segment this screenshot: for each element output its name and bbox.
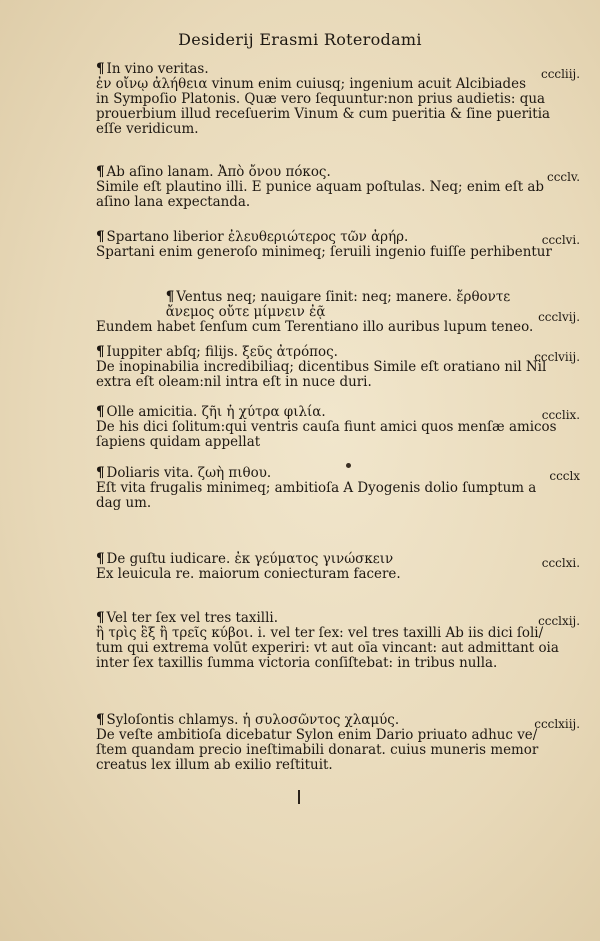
body-line: inter ſex taxillis ſumma victoria conſiſtebat: in tribus nulla. xyxy=(96,655,498,671)
pilcrow-icon: ¶ xyxy=(96,61,105,77)
page-mark xyxy=(298,790,300,804)
pilcrow-icon: ¶ xyxy=(165,289,175,305)
body-text: Simile eſt plautino illi. E punice aquam poſtulas. Neq; enim eſt ab xyxy=(96,179,544,195)
adage-heading xyxy=(96,345,588,360)
body-text: De inopinabilia incredibiliaq; dicentibus Simile eſt oratiano nil Nil xyxy=(96,359,547,375)
adage-entry xyxy=(96,230,590,260)
adage-entry xyxy=(96,611,590,671)
adage-number: ccclvij. xyxy=(538,310,581,324)
adage-title: Syloſontis chlamys. ἡ συλοσῶντος χλαμύς. xyxy=(106,712,400,728)
adage-title: Ab aſino lanam. Ἀπὸ ὄνου πόκος. xyxy=(106,164,331,180)
adage-title: In vino veritas. xyxy=(106,61,209,77)
running-head: Desiderij Erasmi Roterodami xyxy=(178,30,422,49)
adage-entry xyxy=(96,165,590,210)
adage-title: De guſtu iudicare. ἐκ γεύματος γινώσκειν xyxy=(106,551,394,567)
adage-title: Spartano liberior ἐλευθεριώτερος τῶν ἀρήρ. xyxy=(106,229,409,245)
adage-entry xyxy=(96,290,590,335)
body-text: ἐν οἴνῳ ἀλήθεια vinum enim cuiusq; ingenium acuit Alcibiades xyxy=(96,76,527,92)
body-line: tum qui extrema volūt experiri: vt aut oīa vincant: aut admittant oia xyxy=(96,640,559,656)
adage-title: Ventus neq; nauigare ſinit: neq; manere. ἔρθοντε xyxy=(176,289,511,305)
pilcrow-icon: ¶ xyxy=(96,712,105,728)
ink-spot xyxy=(346,463,351,468)
body-line: extra eſt oleam:nil intra eſt in nuce duri. xyxy=(96,374,372,390)
body-text: Eundem habet ſenſum cum Terentiano illo auribus lupum teneo. xyxy=(96,319,534,335)
pilcrow-icon: ¶ xyxy=(96,465,105,481)
body-line: ſapiens quidam appellat xyxy=(96,434,261,450)
adage-number: ccclxij. xyxy=(538,614,581,628)
adage-number: ccclvi. xyxy=(541,233,581,247)
adage-entry xyxy=(96,62,590,137)
adage-heading xyxy=(96,405,588,420)
body-line: prouerbium illud receſuerim Vinum & cum pueritia & ſine pueritia xyxy=(96,106,551,122)
adage-entry xyxy=(96,345,590,390)
body-text: Spartani enim generoſo minimeq; ſeruili ingenio fuiſſe perhibentur xyxy=(96,244,552,260)
adage-heading xyxy=(96,230,588,245)
adage-entry xyxy=(96,466,590,511)
adage-title: Iuppiter abſq; filijs. ξεῦς ἀτρόπος. xyxy=(106,344,338,360)
adage-heading xyxy=(96,62,588,77)
adage-heading xyxy=(96,551,588,570)
adage-heading xyxy=(96,611,588,626)
pilcrow-icon: ¶ xyxy=(96,164,105,180)
adage-entry xyxy=(96,552,590,582)
adage-number: ccclix. xyxy=(541,408,581,422)
body-line: in Sympoſio Platonis. Quæ vero ſequuntur:non prius audietis: qua xyxy=(96,91,545,107)
body-line: Ex leuicula re. maiorum coniecturam facere. xyxy=(96,566,401,582)
adage-heading xyxy=(96,290,588,305)
body-line: creatus lex illum ab exilio reſtituit. xyxy=(96,757,333,773)
adage-heading xyxy=(96,712,588,731)
body-text: De his dici ſolitum:qui ventris cauſa fiunt amici quos menſæ amicos xyxy=(96,419,557,435)
body-line: dag um. xyxy=(96,495,152,511)
adage-number: ccclviij. xyxy=(534,350,581,364)
adage-title: Vel ter ſex vel tres taxilli. xyxy=(106,610,278,626)
body-text: Eſt vita frugalis minimeq; ambitioſa A Dyogenis dolio ſumptum a xyxy=(96,480,537,496)
body-line: De veſte ambitioſa dicebatur Sylon enim Dario priuato adhuc ve/ xyxy=(96,727,538,743)
body-line: aſino lana expectanda. xyxy=(96,194,251,210)
body-line xyxy=(96,614,588,641)
adage-number: ccclxi. xyxy=(541,556,581,570)
adage-entry xyxy=(96,405,590,450)
adage-number: cccliij. xyxy=(540,67,581,81)
adage-heading xyxy=(96,165,588,180)
pilcrow-icon: ¶ xyxy=(96,404,105,420)
body-line: eſſe veridicum. xyxy=(96,121,199,137)
pilcrow-icon: ¶ xyxy=(96,344,105,360)
body-line: ſtem quandam precio ineſtimabili donarat. cuius muneris memor xyxy=(96,742,539,758)
adage-number: ccclv. xyxy=(547,170,581,184)
adage-heading xyxy=(96,466,588,481)
body-line: ἄνεμος οὔτε μίμνειν ἐᾷ xyxy=(165,304,326,320)
adage-number: ccclx xyxy=(549,469,581,483)
pilcrow-icon: ¶ xyxy=(96,610,105,626)
adage-entry xyxy=(96,713,590,773)
adage-title: Olle amicitia. ζῆι ἡ χύτρα φιλία. xyxy=(106,404,326,420)
pilcrow-icon: ¶ xyxy=(96,229,105,245)
adage-title: Doliaris vita. ζωὴ πιθου. xyxy=(106,465,272,481)
adage-number: ccclxiij. xyxy=(534,717,581,731)
body-text: ἢ τρὶς ἓξ ἢ τρεῖς κύβοι. i. vel ter ſex: vel tres taxilli Ab iis dici ſoli/ xyxy=(96,625,544,641)
pilcrow-icon: ¶ xyxy=(96,551,105,567)
